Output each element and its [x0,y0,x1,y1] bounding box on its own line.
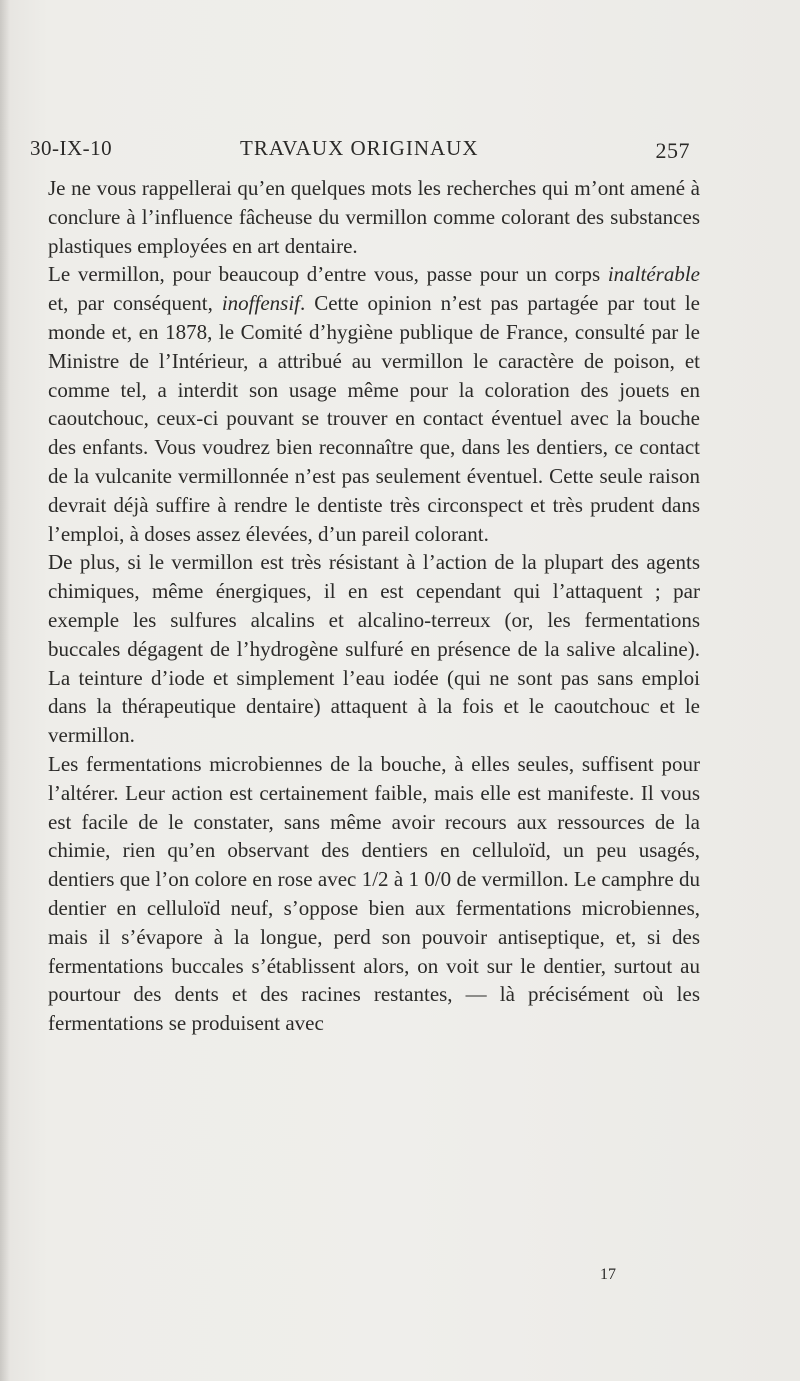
emphasis: inoffensif [221,291,300,316]
paragraph-3: De plus, si le vermillon est très résistant à l’action de la plupart des agents chimiques, même énergiques, il en est cependant qui l’attaquent ; par exemple les sulfures alcalins et alcalino-terreux (or, les fermentations buccales dégagent de l’hydrogène sulfuré en présence de la salive alcaline). La teinture d’iode et simplement l’eau iodée (qui ne sont pas sans emploi dans la thérapeutique dentaire) attaquent à la fois et le caoutchouc et le vermillon. [48,550,700,748]
header-date: 30-IX-10 [30,136,113,160]
paragraph-4: Les fermentations microbiennes de la bouche, à elles seules, suffisent pour l’altérer. Leur action est certainement faible, mais elle est manifeste. Il vous est facile de le constater, sans même avoir recours aux ressources de la chimie, rien qu’en observant des dentiers en celluloïd, un peu usagés, dentiers que l’on colore en rose avec 1/2 à 1 0/0 de vermillon. Le camphre du dentier en celluloïd neuf, s’oppose bien aux fermentations microbiennes, mais il s’évapore à la longue, perd son pouvoir antiseptique, et, si des fermentations buccales s’établissent alors, on voit sur le dentier, surtout au pourtour des dents et des racines restantes, — là précisément où les fermentations se produisent avec [48,751,700,1036]
emphasis: inaltérable [607,262,700,287]
body-text [48,174,700,1038]
spine-shadow [0,0,10,1381]
page-number: 257 [655,138,690,163]
paragraph-2: Le vermillon, pour beaucoup d’entre vous, passe pour un corps inaltérable et, par conséquent, inoffensif. Cette opinion n’est pas partagée par tout le monde et, en 1878, le Comité d’hygiène publique de France, consulté par le Ministre de l’Intérieur, a attribué au vermillon le caractère de poison, et comme tel, a interdit son usage même pour la coloration des jouets en caoutchouc, ceux-ci pouvant se trouver en contact éventuel avec la bouche des enfants. Vous voudrez bien reconnaître que, dans les dentiers, ce contact de la vulcanite vermillonnée n’est pas seulement éventuel. Cette seule raison devrait déjà suffire à rendre le dentiste très circonspect et très prudent dans l’emploi, à doses assez élevées, d’un pareil colorant. [48,262,700,546]
running-head [30,136,690,166]
header-section-title: TRAVAUX ORIGINAUX [240,136,479,160]
signature-mark: 17 [600,1266,616,1283]
paragraph-1: Je ne vous rappellerai qu’en quelques mots les recherches qui m’ont amené à conclure à l’influence fâcheuse du vermillon comme colorant des substances plastiques employées en art dentaire. [48,176,700,258]
